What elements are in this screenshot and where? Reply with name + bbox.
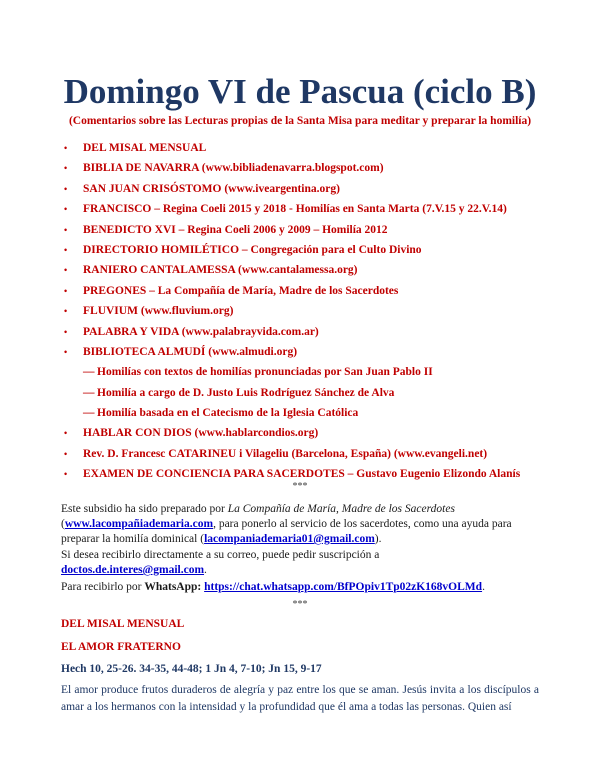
toc-link[interactable]: FLUVIUM (www.fluvium.org) xyxy=(83,305,234,318)
toc-link[interactable]: SAN JUAN CRISÓSTOMO (www.iveargentina.org) xyxy=(83,182,340,195)
toc-item[interactable] xyxy=(0,158,600,178)
toc-item[interactable] xyxy=(0,301,600,321)
bullet-icon: • xyxy=(64,306,68,317)
table-of-contents xyxy=(0,138,600,485)
toc-item[interactable] xyxy=(0,240,600,260)
toc-item[interactable] xyxy=(0,444,600,464)
dash-icon: — xyxy=(83,366,95,379)
bullet-icon: • xyxy=(64,326,68,337)
toc-sublink[interactable]: Homilías con textos de homilías pronunciadas por San Juan Pablo II xyxy=(97,366,433,379)
toc-link[interactable]: Rev. D. Francesc CATARINEU i Vilageliu (Barcelona, España) (www.evangeli.net) xyxy=(83,447,488,460)
bullet-icon: • xyxy=(64,224,68,235)
toc-item[interactable] xyxy=(0,199,600,219)
scripture-references: Hech 10, 25-26. 34-35, 44-48; 1 Jn 4, 7-10; Jn 15, 9-17 xyxy=(61,663,322,675)
toc-link[interactable]: PREGONES – La Compañía de María, Madre de los Sacerdotes xyxy=(83,284,399,297)
bullet-icon: • xyxy=(64,469,68,480)
toc-link[interactable]: DEL MISAL MENSUAL xyxy=(83,142,207,154)
toc-item[interactable] xyxy=(0,423,600,443)
section-heading: DEL MISAL MENSUAL xyxy=(61,618,185,630)
separator-2: *** xyxy=(292,599,308,610)
toc-item[interactable] xyxy=(0,179,600,199)
whatsapp-end: . xyxy=(482,581,485,593)
toc-item[interactable] xyxy=(0,322,600,342)
toc-item[interactable] xyxy=(0,220,600,240)
intro-text-3: ). xyxy=(374,533,382,545)
toc-sublink[interactable]: Homilía a cargo de D. Justo Luis Rodríguez Sánchez de Alva xyxy=(97,386,395,399)
whatsapp-label: WhatsApp: xyxy=(144,581,202,593)
section-body: El amor produce frutos duraderos de alegría y paz entre los que se aman. Jesús invita a los discípulos a amar a los hermanos con la intensidad y la profundidad que él ama a todas las personas. Quien así xyxy=(61,684,539,713)
bullet-icon: • xyxy=(64,244,68,255)
section-subheading: EL AMOR FRATERNO xyxy=(61,641,181,653)
toc-sublink[interactable]: Homilía basada en el Catecismo de la Iglesia Católica xyxy=(97,407,359,420)
intro-text-2: , para ponerlo al servicio de los sacerdotes, como una ayuda para preparar la homilía dominical ( xyxy=(61,518,512,545)
intro-paragraph: Este subsidio ha sido preparado por La Compañía de María, Madre de los Sacerdotes (www.lacompañiademaria.com, para ponerlo al servicio de los sacerdotes, como una ayuda para preparar la homilía dominical (lacompaniademaria01@gmail.com). xyxy=(61,503,512,545)
bullet-icon: • xyxy=(64,265,68,276)
subscription-end: . xyxy=(204,564,207,576)
separator: *** xyxy=(292,481,308,492)
toc-item[interactable] xyxy=(0,281,600,301)
toc-item[interactable] xyxy=(0,138,600,158)
toc-link[interactable]: BIBLIA DE NAVARRA (www.bibliadenavarra.blogspot.com) xyxy=(83,162,384,175)
page-subtitle: (Comentarios sobre las Lecturas propias de la Santa Misa para meditar y preparar la homilía) xyxy=(68,115,532,127)
intro-organization: La Compañía de María, Madre de los Sacerdotes xyxy=(227,503,455,515)
toc-link[interactable]: DIRECTORIO HOMILÉTICO – Congregación para el Culto Divino xyxy=(83,243,422,256)
subscription-paragraph xyxy=(61,548,541,578)
whatsapp-link[interactable]: https://chat.whatsapp.com/BfPOpiv1Tp02zK168vOLMd xyxy=(204,581,483,593)
bullet-icon: • xyxy=(64,183,68,194)
dash-icon: — xyxy=(83,407,95,420)
bullet-icon: • xyxy=(64,428,68,439)
toc-link[interactable]: BIBLIOTECA ALMUDÍ (www.almudi.org) xyxy=(83,345,298,358)
toc-link[interactable]: RANIERO CANTALAMESSA (www.cantalamessa.org) xyxy=(83,264,358,277)
whatsapp-text: Para recibirlo por xyxy=(61,581,145,593)
subscription-email-link[interactable]: doctos.de.interes@gmail.com xyxy=(61,564,205,576)
toc-link[interactable]: FRANCISCO – Regina Coeli 2015 y 2018 - Homilías en Santa Marta (7.V.15 y 22.V.14) xyxy=(83,203,507,216)
toc-link[interactable]: BENEDICTO XVI – Regina Coeli 2006 y 2009 – Homilía 2012 xyxy=(83,223,388,236)
page-title: Domingo VI de Pascua (ciclo B) xyxy=(63,72,537,111)
bullet-icon: • xyxy=(64,163,68,174)
toc-subitem[interactable] xyxy=(0,362,600,382)
bullet-icon: • xyxy=(64,346,68,357)
toc-link[interactable]: EXAMEN DE CONCIENCIA PARA SACERDOTES – Gustavo Eugenio Elizondo Alanís xyxy=(83,468,521,481)
email-link[interactable]: lacompaniademaria01@gmail.com xyxy=(204,533,375,545)
toc-subitem[interactable] xyxy=(0,383,600,403)
toc-link[interactable]: PALABRA Y VIDA (www.palabrayvida.com.ar) xyxy=(83,325,319,338)
whatsapp-paragraph xyxy=(61,580,541,595)
toc-item[interactable] xyxy=(0,260,600,280)
bullet-icon: • xyxy=(64,143,68,153)
bullet-icon: • xyxy=(64,204,68,215)
toc-link[interactable]: HABLAR CON DIOS (www.hablarcondios.org) xyxy=(83,427,319,440)
dash-icon: — xyxy=(83,386,95,399)
intro-text: Este subsidio ha sido preparado por xyxy=(61,503,228,515)
website-link[interactable]: www.lacompañiademaria.com xyxy=(64,518,214,530)
subscription-text: Si desea recibirlo directamente a su correo, puede pedir suscripción a xyxy=(61,549,380,561)
toc-item[interactable] xyxy=(0,342,600,362)
toc-subitem[interactable] xyxy=(0,403,600,423)
bullet-icon: • xyxy=(64,285,68,296)
bullet-icon: • xyxy=(64,448,68,459)
